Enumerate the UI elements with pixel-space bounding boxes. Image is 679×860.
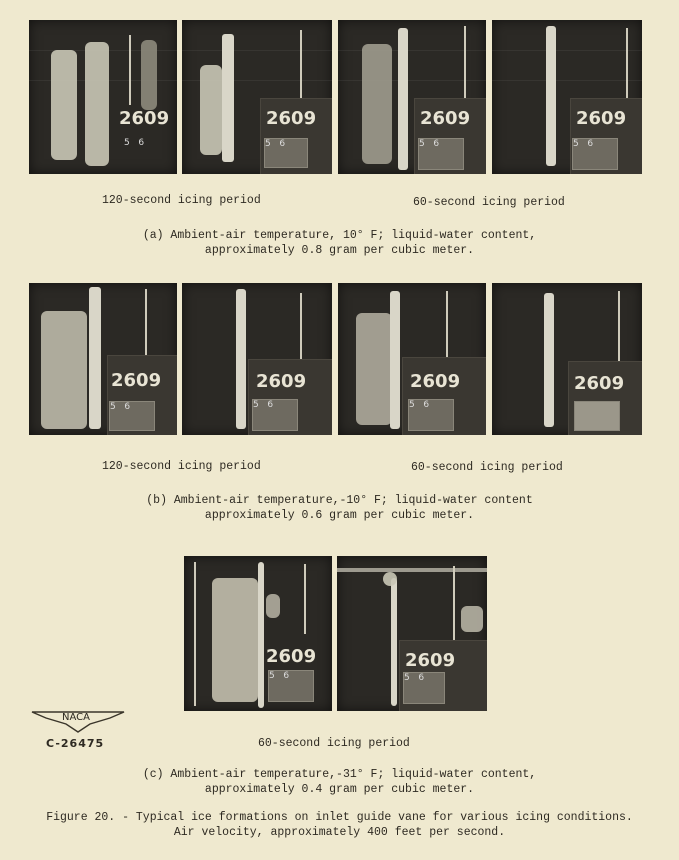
photo-a-3 xyxy=(338,20,486,174)
panel-b-right-label: 60-second icing period xyxy=(411,461,563,474)
panel-c-label: 60-second icing period xyxy=(258,737,410,750)
scale: 5 6 xyxy=(252,399,298,431)
plate-number: 2609 xyxy=(574,373,625,394)
panel-a-right-label: 60-second icing period xyxy=(413,196,565,209)
photo-c-1 xyxy=(184,556,332,711)
scale xyxy=(574,401,620,431)
plate-number: 2609 xyxy=(266,646,317,667)
photo-b-2 xyxy=(182,283,332,435)
panel-c-caption-line1: (c) Ambient-air temperature,-31° F; liquid-water content, xyxy=(142,768,537,781)
photo-b-3 xyxy=(338,283,486,435)
photo-a-1 xyxy=(29,20,177,174)
guide-vane xyxy=(398,28,408,170)
guide-vane xyxy=(222,34,234,162)
naca-logo-text: NACA xyxy=(62,712,90,723)
photo-b-1 xyxy=(29,283,177,435)
plate-number: 2609 xyxy=(111,370,162,391)
guide-vane xyxy=(258,562,264,708)
photo-code: C-26475 xyxy=(46,737,105,750)
scale: 5 6 xyxy=(268,670,314,702)
photo-a-4 xyxy=(492,20,642,174)
photo-c-2 xyxy=(337,556,487,711)
guide-vane xyxy=(546,26,556,166)
panel-a-caption-line2: approximately 0.8 gram per cubic meter. xyxy=(204,244,475,257)
panel-b-caption-line1: (b) Ambient-air temperature,-10° F; liquid-water content xyxy=(146,494,533,507)
plate-number: 2609 xyxy=(405,650,456,671)
plate-number: 2609 xyxy=(266,108,317,129)
guide-vane xyxy=(236,289,246,429)
plate-number: 2609 xyxy=(576,108,627,129)
panel-b-left-label: 120-second icing period xyxy=(102,460,261,473)
scale: 5 6 xyxy=(109,401,155,431)
scale: 5 6 xyxy=(403,672,445,704)
guide-vane xyxy=(544,293,554,427)
scale: 5 6 xyxy=(572,138,618,170)
plate-number: 2609 xyxy=(256,371,307,392)
panel-a-caption-line1: (a) Ambient-air temperature, 10° F; liquid-water content, xyxy=(142,229,537,242)
plate-number: 2609 xyxy=(420,108,471,129)
guide-vane xyxy=(89,287,101,429)
plate-number: 2609 xyxy=(119,108,170,129)
plate-number: 2609 xyxy=(410,371,461,392)
guide-vane xyxy=(390,291,400,429)
ice-formation xyxy=(85,42,109,166)
scale: 5 6 xyxy=(264,138,308,168)
scale: 5 6 xyxy=(408,399,454,431)
panel-c-caption-line2: approximately 0.4 gram per cubic meter. xyxy=(204,783,475,796)
ice-formation xyxy=(51,50,77,160)
photo-a-2 xyxy=(182,20,332,174)
panel-b-caption-line2: approximately 0.6 gram per cubic meter. xyxy=(204,509,475,522)
photo-b-4 xyxy=(492,283,642,435)
guide-vane xyxy=(391,578,397,706)
scale: 5 6 xyxy=(124,138,145,148)
scale: 5 6 xyxy=(418,138,464,170)
figure-caption-line2: Air velocity, approximately 400 feet per second. xyxy=(173,826,506,839)
panel-a-left-label: 120-second icing period xyxy=(102,194,261,207)
figure-caption-line1: Figure 20. - Typical ice formations on inlet guide vane for various icing conditions. xyxy=(46,811,633,824)
